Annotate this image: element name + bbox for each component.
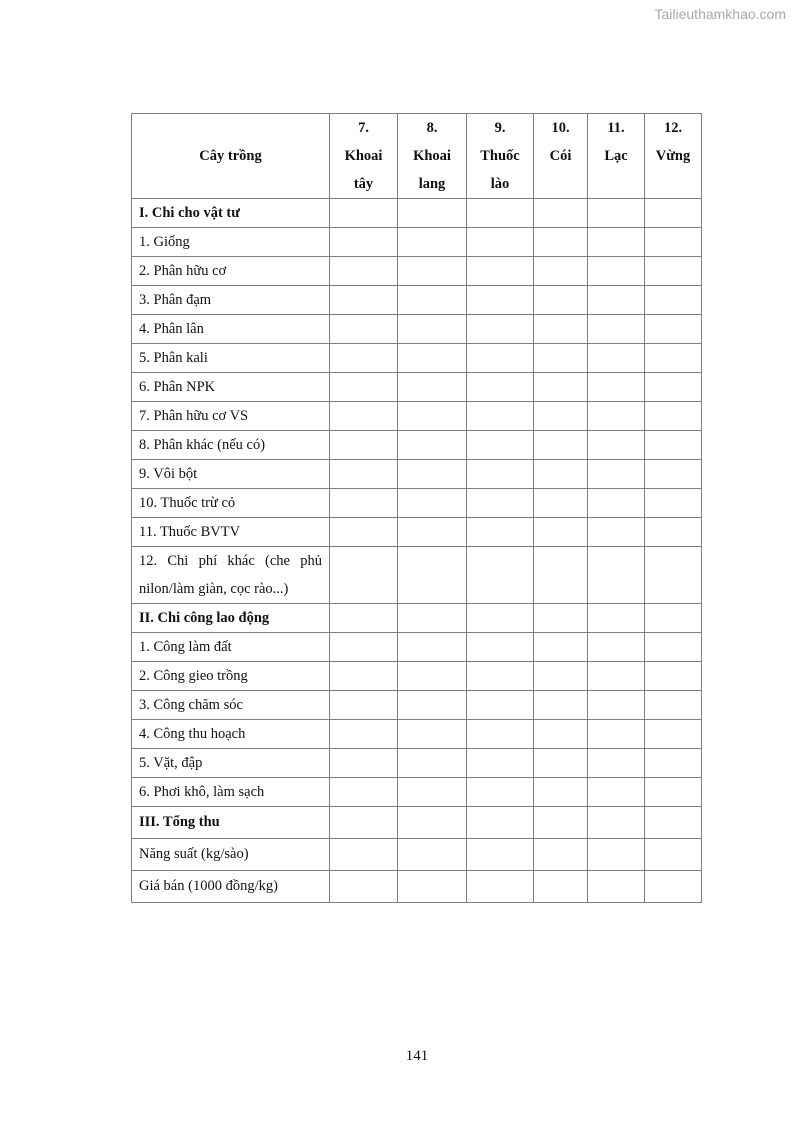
header-crop-label: Cây trồng [132,114,330,199]
data-cell [330,199,398,228]
data-cell [645,691,702,720]
row-label-cell: 6. Phơi khô, làm sạch [132,778,330,807]
data-cell [645,228,702,257]
row-label-cell: 6. Phân NPK [132,373,330,402]
data-cell [467,547,534,604]
data-cell [398,373,467,402]
data-cell [398,228,467,257]
header-column-line: 10. [551,120,570,136]
header-column [467,114,534,199]
data-cell [588,604,645,633]
header-column [330,114,398,199]
data-cell [467,199,534,228]
header-column-line: 11. [607,120,625,136]
data-cell [398,431,467,460]
data-cell [534,257,588,286]
data-cell [398,749,467,778]
data-cell [645,807,702,839]
table-row [132,604,702,633]
data-cell [467,778,534,807]
data-cell [645,315,702,344]
data-cell [398,286,467,315]
table-row [132,373,702,402]
table-row [132,286,702,315]
data-cell [645,489,702,518]
data-cell [588,286,645,315]
table-row [132,518,702,547]
data-cell [534,286,588,315]
row-label-cell: 4. Công thu hoạch [132,720,330,749]
data-cell [467,286,534,315]
data-cell [398,778,467,807]
row-label-cell: 12. Chi phí khác (che phủ nilon/làm giàn, cọc rào...) [132,547,330,604]
row-label-cell: 7. Phân hữu cơ VS [132,402,330,431]
row-label-cell: 4. Phân lân [132,315,330,344]
data-cell [398,199,467,228]
header-column-line: Khoai [344,148,383,164]
row-label-cell: 5. Phân kali [132,344,330,373]
data-cell [588,871,645,903]
header-row [132,114,702,199]
data-cell [588,691,645,720]
header-column-line: 8. [426,120,438,136]
data-cell [534,373,588,402]
data-cell [330,489,398,518]
data-cell [398,633,467,662]
data-cell [588,662,645,691]
data-cell [534,228,588,257]
data-cell [467,871,534,903]
header-column [534,114,588,199]
table-row [132,807,702,839]
data-cell [645,720,702,749]
data-cell [330,315,398,344]
data-cell [330,257,398,286]
data-cell [645,633,702,662]
data-cell [330,431,398,460]
data-cell [588,460,645,489]
section-heading-cell: I. Chi cho vật tư [132,199,330,228]
header-column-line: 7. [358,120,369,136]
data-cell [467,431,534,460]
cost-table [131,113,702,903]
table-row [132,662,702,691]
data-cell [467,604,534,633]
header-column-line: Lạc [604,148,628,164]
data-cell [398,839,467,871]
data-cell [398,344,467,373]
data-cell [330,691,398,720]
row-label-cell: 8. Phân khác (nếu có) [132,431,330,460]
data-cell [467,720,534,749]
table-row [132,749,702,778]
data-cell [534,662,588,691]
data-cell [467,315,534,344]
data-cell [645,431,702,460]
row-label-cell: 1. Công làm đất [132,633,330,662]
row-label-cell: 3. Phân đạm [132,286,330,315]
data-cell [588,431,645,460]
data-cell [588,257,645,286]
table-row [132,402,702,431]
data-cell [645,402,702,431]
data-cell [645,604,702,633]
data-cell [398,720,467,749]
data-cell [534,691,588,720]
data-cell [588,373,645,402]
data-cell [398,807,467,839]
header-column-line: lào [490,176,510,192]
data-cell [588,199,645,228]
data-cell [588,344,645,373]
data-cell [645,778,702,807]
data-cell [330,720,398,749]
data-cell [330,547,398,604]
row-label-cell: 2. Phân hữu cơ [132,257,330,286]
table-row [132,460,702,489]
data-cell [467,633,534,662]
row-label-cell: Năng suất (kg/sào) [132,839,330,871]
data-cell [467,807,534,839]
header-column [588,114,645,199]
data-cell [645,839,702,871]
header-column [398,114,467,199]
data-cell [588,807,645,839]
data-cell [588,518,645,547]
data-cell [645,547,702,604]
data-cell [330,373,398,402]
data-cell [330,402,398,431]
data-cell [330,807,398,839]
data-cell [534,633,588,662]
data-cell [645,749,702,778]
data-cell [467,749,534,778]
data-cell [645,344,702,373]
data-cell [330,518,398,547]
data-cell [330,871,398,903]
table-row [132,315,702,344]
data-cell [398,315,467,344]
row-label-cell: Giá bán (1000 đồng/kg) [132,871,330,903]
table-row [132,871,702,903]
data-cell [534,489,588,518]
data-cell [534,749,588,778]
data-cell [467,518,534,547]
table-row [132,344,702,373]
table-row [132,489,702,518]
data-cell [467,839,534,871]
data-cell [645,460,702,489]
table-row [132,547,702,604]
data-cell [588,720,645,749]
table-row [132,199,702,228]
data-cell [398,604,467,633]
data-cell [330,344,398,373]
data-cell [330,749,398,778]
data-cell [588,402,645,431]
data-cell [588,749,645,778]
header-column-line: Vừng [655,148,691,164]
data-cell [588,228,645,257]
table-row [132,228,702,257]
row-label-cell: 1. Giống [132,228,330,257]
data-cell [645,199,702,228]
data-cell [645,871,702,903]
data-cell [330,286,398,315]
header-column-line: tây [353,176,374,192]
data-cell [398,402,467,431]
header-column-line: lang [418,176,446,192]
data-cell [330,662,398,691]
data-cell [467,489,534,518]
data-cell [645,257,702,286]
data-cell [534,460,588,489]
data-cell [534,547,588,604]
table-row [132,839,702,871]
data-cell [398,257,467,286]
header-column-line: Cói [549,148,572,164]
header-column-line: 12. [663,120,683,136]
section-heading-cell: III. Tổng thu [132,807,330,839]
data-cell [588,839,645,871]
data-cell [398,691,467,720]
row-label-cell: 11. Thuốc BVTV [132,518,330,547]
row-label-cell: 9. Vôi bột [132,460,330,489]
row-label-cell: 5. Vặt, đập [132,749,330,778]
data-cell [398,518,467,547]
table-row [132,691,702,720]
data-cell [645,373,702,402]
header-column-line: 9. [494,120,506,136]
data-cell [588,315,645,344]
table-row [132,720,702,749]
section-heading-cell: II. Chi công lao động [132,604,330,633]
data-cell [330,228,398,257]
data-cell [398,547,467,604]
data-cell [645,286,702,315]
data-cell [534,344,588,373]
data-cell [534,518,588,547]
data-cell [645,662,702,691]
data-cell [534,871,588,903]
data-cell [534,431,588,460]
row-label-cell: 10. Thuốc trừ cỏ [132,489,330,518]
row-label-cell: 3. Công chăm sóc [132,691,330,720]
header-column-line: Thuốc [480,148,520,164]
data-cell [588,633,645,662]
data-cell [588,778,645,807]
data-cell [588,489,645,518]
table-row [132,257,702,286]
data-cell [398,489,467,518]
data-cell [467,662,534,691]
data-cell [467,344,534,373]
watermark-text: Tailieuthamkhao.com [654,6,786,22]
header-column-line: Khoai [413,148,451,164]
data-cell [467,228,534,257]
data-cell [330,839,398,871]
data-cell [330,460,398,489]
data-cell [534,720,588,749]
header-column [645,114,702,199]
data-cell [534,778,588,807]
data-cell [534,604,588,633]
data-cell [467,402,534,431]
row-label-cell: 2. Công gieo trồng [132,662,330,691]
data-cell [534,402,588,431]
table-row [132,778,702,807]
data-cell [534,199,588,228]
data-cell [398,871,467,903]
data-cell [534,807,588,839]
data-cell [398,662,467,691]
table-row [132,431,702,460]
page-number: 141 [405,1048,429,1064]
data-cell [534,839,588,871]
data-cell [467,257,534,286]
data-cell [645,518,702,547]
table-row [132,633,702,662]
table-body [132,199,702,903]
data-cell [534,315,588,344]
data-cell [588,547,645,604]
data-cell [330,633,398,662]
data-cell [330,778,398,807]
data-cell [467,373,534,402]
data-cell [398,460,467,489]
data-cell [330,604,398,633]
data-cell [467,691,534,720]
data-cell [467,460,534,489]
